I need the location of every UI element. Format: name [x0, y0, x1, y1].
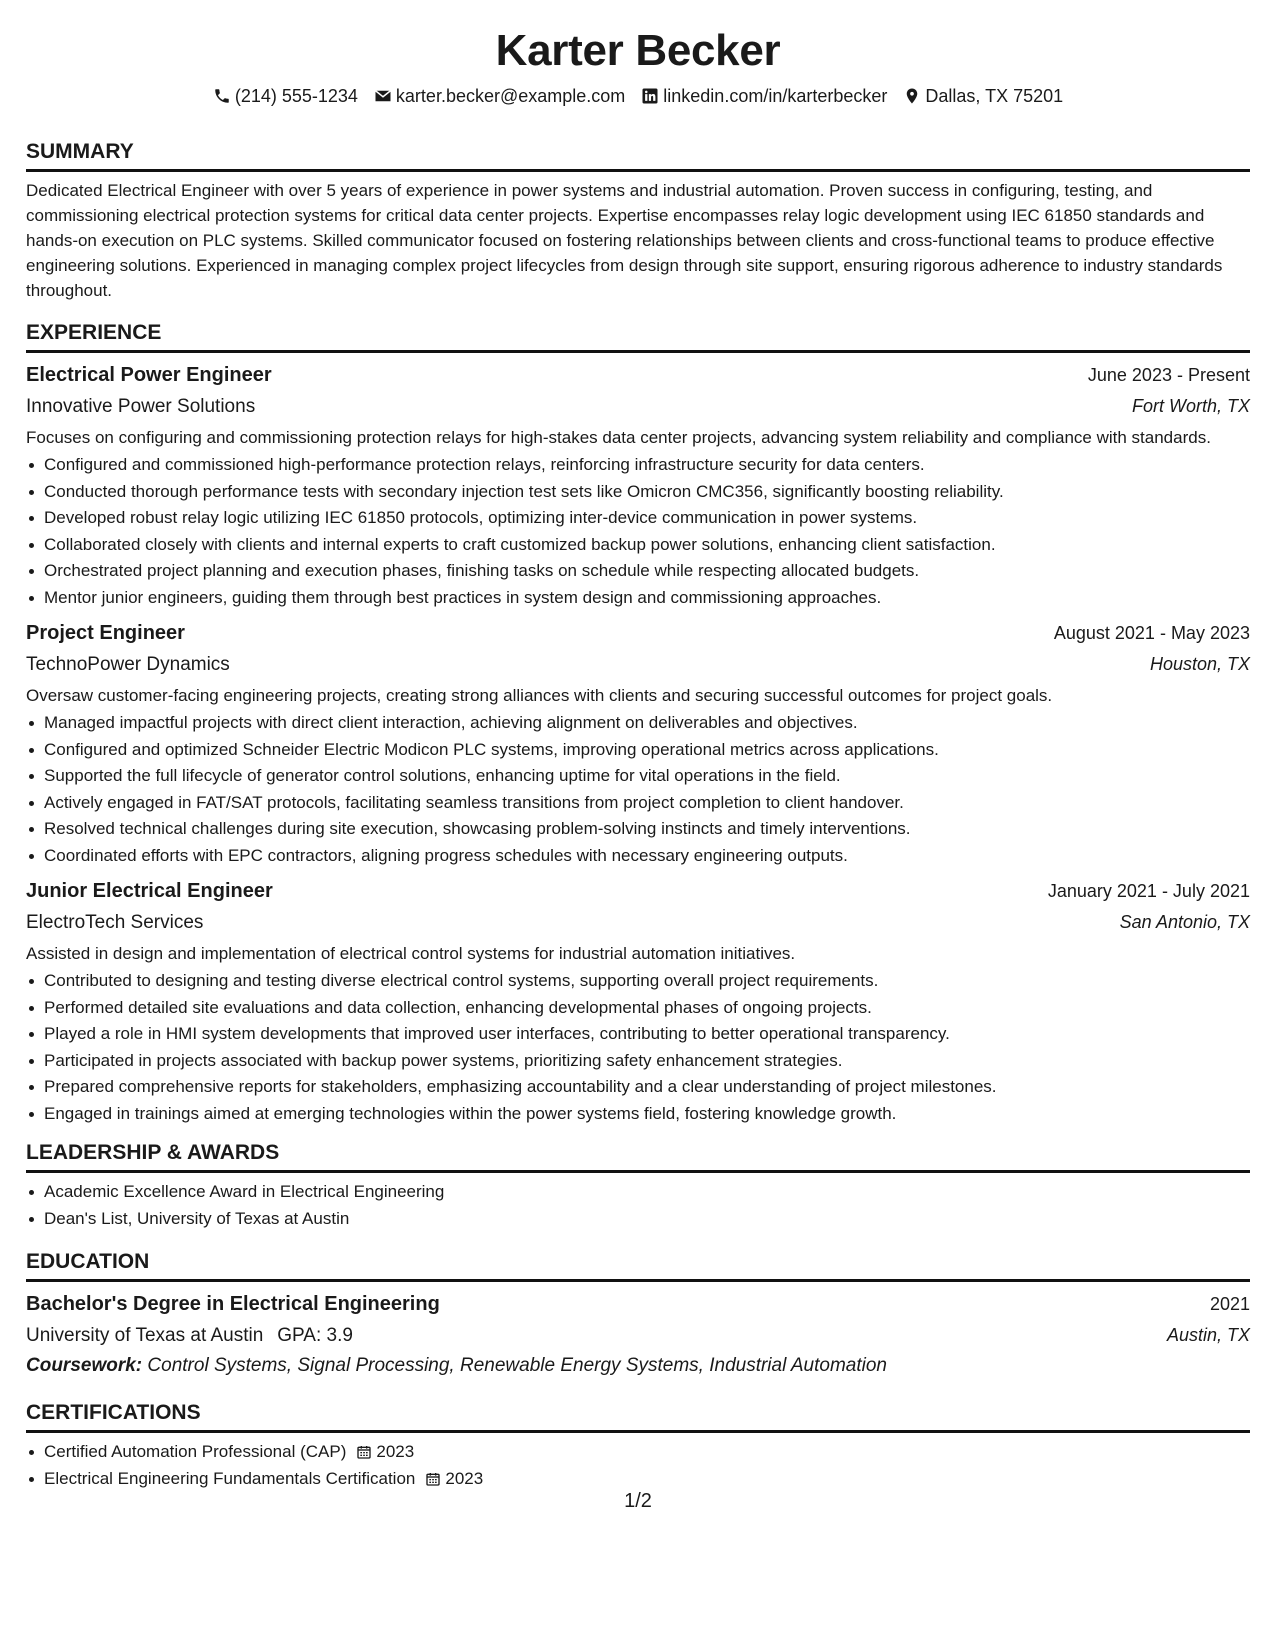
phone-text: (214) 555-1234: [234, 86, 358, 106]
job-description: Assisted in design and implementation of electrical control systems for industrial automation initiatives.: [26, 944, 796, 963]
contact-bar: [26, 84, 1250, 108]
list-item: Dean's List, University of Texas at Austin: [26, 1206, 1250, 1233]
cert-name: Electrical Engineering Fundamentals Certification: [44, 1468, 416, 1488]
map-pin-icon: [903, 87, 921, 105]
list-item: Resolved technical challenges during site execution, showcasing problem-solving instincts and timely interventions.: [26, 816, 1250, 843]
job-dates: June 2023 - Present: [1087, 365, 1250, 385]
job-bullets: [26, 968, 1250, 1127]
list-item: Mentor junior engineers, guiding them through best practices in system design and commissioning approaches.: [26, 585, 1250, 612]
section-title-certifications: CERTIFICATIONS: [26, 1399, 1250, 1433]
linkedin-text[interactable]: linkedin.com/in/karterbecker: [663, 86, 888, 106]
job-entry: [26, 617, 1250, 869]
list-item: Engaged in trainings aimed at emerging technologies within the power systems field, fostering knowledge growth.: [26, 1101, 1250, 1128]
list-item: Performed detailed site evaluations and data collection, enhancing developmental phases of ongoing projects.: [26, 995, 1250, 1022]
job-location: San Antonio, TX: [1119, 912, 1250, 932]
contact-location: [903, 84, 1063, 108]
cert-name: Certified Automation Professional (CAP): [44, 1442, 347, 1461]
candidate-name: Karter Becker: [495, 26, 781, 75]
leadership-section: [26, 1139, 1250, 1232]
gpa-text: GPA: 3.9: [277, 1325, 353, 1346]
list-item: [26, 1466, 1250, 1493]
school-name: University of Texas at Austin: [26, 1325, 264, 1346]
job-entry: [26, 875, 1250, 1127]
list-item: Supported the full lifecycle of generator control solutions, enhancing uptime for vital operations in the field.: [26, 763, 1250, 790]
job-company: Innovative Power Solutions: [26, 396, 256, 417]
list-item: Configured and commissioned high-performance protection relays, reinforcing infrastructure security for data centers.: [26, 452, 1250, 479]
email-text[interactable]: karter.becker@example.com: [395, 86, 626, 106]
job-company: ElectroTech Services: [26, 912, 204, 933]
job-description: Oversaw customer-facing engineering projects, creating strong alliances with clients and securing successful outcomes for project goals.: [26, 686, 1053, 705]
location-text: Dallas, TX 75201: [925, 86, 1064, 106]
degree-title: Bachelor's Degree in Electrical Engineering: [26, 1293, 440, 1315]
calendar-icon: [356, 1444, 372, 1460]
job-role: Junior Electrical Engineer: [26, 880, 273, 902]
list-item: Prepared comprehensive reports for stakeholders, emphasizing accountability and a clear understanding of project milestones.: [26, 1074, 1250, 1101]
section-title-education: EDUCATION: [26, 1248, 1250, 1282]
list-item: Contributed to designing and testing diverse electrical control systems, supporting overall project requirements.: [26, 968, 1250, 995]
calendar-icon: [425, 1471, 441, 1487]
job-dates: January 2021 - July 2021: [1047, 881, 1250, 901]
job-description: Focuses on configuring and commissioning protection relays for high-stakes data center projects, advancing system reliability and compliance with standards.: [26, 428, 1211, 447]
job-role: Electrical Power Engineer: [26, 364, 272, 386]
phone-icon: [213, 87, 231, 105]
list-item: Participated in projects associated with backup power systems, prioritizing safety enhancement strategies.: [26, 1048, 1250, 1075]
cert-year: 2023: [445, 1468, 484, 1488]
job-location: Houston, TX: [1149, 654, 1250, 674]
section-title-summary: SUMMARY: [26, 138, 1250, 172]
coursework-text: Control Systems, Signal Processing, Renewable Energy Systems, Industrial Automation: [147, 1355, 888, 1376]
list-item: Configured and optimized Schneider Electric Modicon PLC systems, improving operational metrics across applications.: [26, 737, 1250, 764]
resume-page: [26, 0, 1250, 1650]
contact-linkedin[interactable]: [641, 84, 887, 108]
list-item: Played a role in HMI system developments that improved user interfaces, contributing to better operational transparency.: [26, 1021, 1250, 1048]
school-location: Austin, TX: [1166, 1325, 1250, 1345]
summary-section: [26, 138, 1250, 303]
coursework-line: [26, 1351, 1250, 1381]
section-title-experience: EXPERIENCE: [26, 319, 1250, 353]
list-item: Coordinated efforts with EPC contractors, aligning progress schedules with necessary engineering outputs.: [26, 843, 1250, 870]
list-item: Collaborated closely with clients and internal experts to craft customized backup power solutions, enhancing client satisfaction.: [26, 532, 1250, 559]
leadership-list: [26, 1179, 1250, 1232]
job-location: Fort Worth, TX: [1131, 396, 1250, 416]
contact-email[interactable]: [374, 84, 625, 108]
list-item: Developed robust relay logic utilizing IEC 61850 protocols, optimizing inter-device communication in power systems.: [26, 505, 1250, 532]
list-item: Orchestrated project planning and execution phases, finishing tasks on schedule while respecting allocated budgets.: [26, 558, 1250, 585]
list-item: Actively engaged in FAT/SAT protocols, facilitating seamless transitions from project completion to client handover.: [26, 790, 1250, 817]
list-item: [26, 1439, 1250, 1466]
job-bullets: [26, 452, 1250, 611]
coursework-label: Coursework:: [26, 1355, 143, 1376]
list-item: Academic Excellence Award in Electrical Engineering: [26, 1179, 1250, 1206]
job-role: Project Engineer: [26, 622, 185, 644]
list-item: Conducted thorough performance tests with secondary injection test sets like Omicron CMC356, significantly boosting reliability.: [26, 479, 1250, 506]
contact-phone: [213, 84, 358, 108]
section-title-leadership: LEADERSHIP & AWARDS: [26, 1139, 1250, 1173]
cert-year: 2023: [376, 1442, 415, 1461]
job-company: TechnoPower Dynamics: [26, 654, 230, 675]
certifications-list: [26, 1439, 1250, 1492]
job-entry: [26, 359, 1250, 611]
summary-text: Dedicated Electrical Engineer with over 5 years of experience in power systems and industrial automation. Proven success in configuring, testing, and commissioning electrical protection systems for critical data center projects. Expertise encompasses relay logic development using IEC 61850 standards and hands-on execution on PLC systems. Skilled communicator focused on fostering relationships between clients and cross-functional teams to produce effective engineering solutions. Experienced in managing complex project lifecycles from design through site support, ensuring rigorous adherence to industry standards throughout.: [26, 181, 1223, 300]
job-dates: August 2021 - May 2023: [1053, 623, 1250, 643]
page-number: 1/2: [624, 1490, 652, 1512]
envelope-icon: [374, 87, 392, 105]
graduation-year: 2021: [1209, 1294, 1250, 1314]
education-section: [26, 1248, 1250, 1381]
linkedin-icon: [641, 87, 659, 105]
experience-section: [26, 319, 1250, 1127]
certifications-section: [26, 1399, 1250, 1492]
list-item: Managed impactful projects with direct client interaction, achieving alignment on deliverables and objectives.: [26, 710, 1250, 737]
job-bullets: [26, 710, 1250, 869]
